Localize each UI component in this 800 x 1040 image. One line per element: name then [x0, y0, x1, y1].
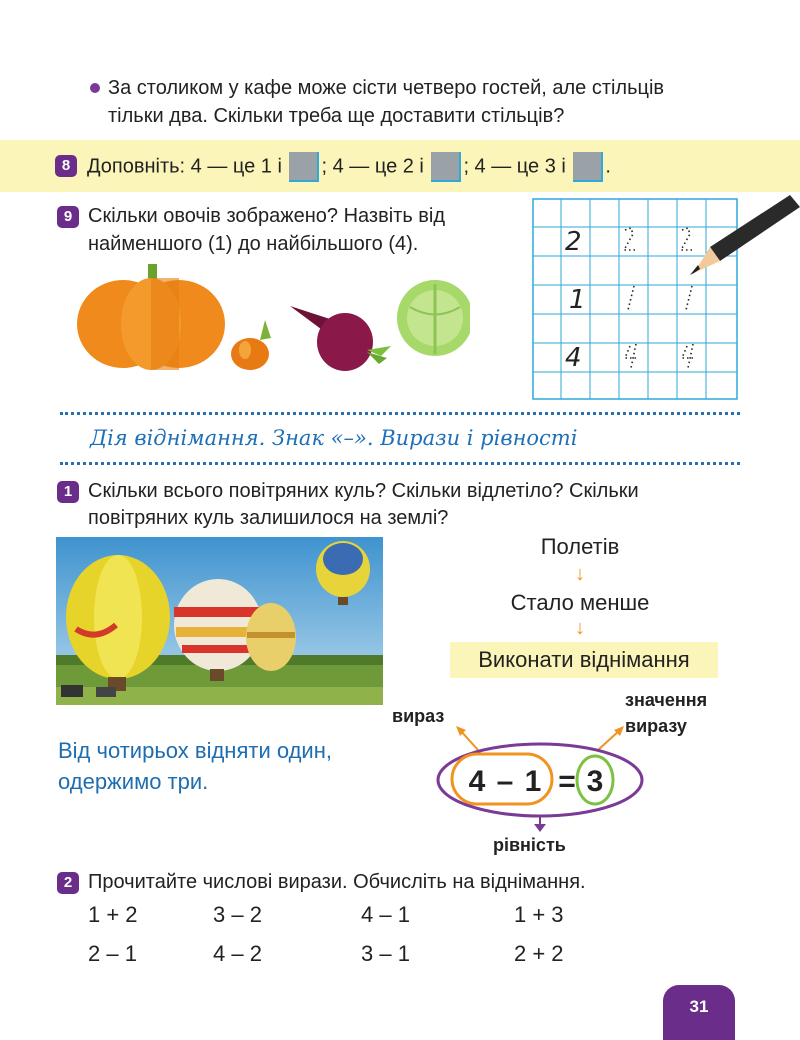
task8-intro: Доповніть: 4 — це 1 і: [87, 155, 282, 178]
flow-step-2: Стало менше: [510, 590, 650, 615]
expression-r2c1: 2 – 1: [88, 941, 137, 966]
task8-sentence: [87, 152, 611, 182]
expression-r1c1: 1 + 2: [88, 902, 138, 927]
page-number: 31: [663, 985, 735, 1040]
expression-r2c2: 4 – 2: [213, 941, 262, 966]
pencil-icon: [680, 195, 800, 280]
task8-end: .: [605, 155, 611, 178]
grid-digit-2: 2: [565, 227, 582, 257]
section-title: Дія віднімання. Знак «–». Вирази і рівності: [90, 426, 578, 450]
task2-number-badge: 2: [57, 872, 79, 894]
task7-line1: За столиком у кафе може сісти четверо гостей, але стільців: [108, 77, 665, 99]
task8-part2: ; 4 — це 2 і: [321, 155, 424, 178]
flow-step-1: Полетів: [540, 534, 620, 559]
equation-left-operand: 4: [468, 765, 486, 798]
bullet-dot: [90, 83, 100, 93]
equation-diagram: [430, 720, 660, 835]
task1-line1: Скільки всього повітряних куль? Скільки відлетіло? Скільки: [88, 480, 639, 502]
expression-r2c4: 2 + 2: [514, 941, 564, 966]
reading-line-1: Від чотирьох відняти один,: [58, 738, 332, 763]
task8-number-badge: 8: [55, 155, 77, 177]
task9-number-badge: 9: [57, 206, 79, 228]
answer-box-2[interactable]: [431, 152, 461, 182]
grid-digit-4: 4: [565, 343, 582, 373]
label-value-line1: значення: [625, 690, 708, 710]
task1-line2: повітряних куль залишилося на землі?: [88, 507, 449, 529]
label-value-line2: виразу: [625, 716, 687, 736]
pumpkin-icon: [77, 264, 225, 370]
vegetables-illustration: [75, 262, 470, 377]
down-arrow-icon: ↓: [575, 617, 585, 639]
answer-box-1[interactable]: [289, 152, 319, 182]
section-divider-top: [60, 412, 740, 415]
down-arrow-icon: ↓: [575, 563, 585, 585]
section-divider-bottom: [60, 462, 740, 465]
hot-air-balloons-photo: [56, 537, 383, 705]
task2-text: Прочитайте числові вирази. Обчисліть на віднімання.: [88, 871, 586, 893]
equation-minus-sign: –: [496, 765, 514, 798]
beet-icon: [290, 306, 391, 371]
answer-box-3[interactable]: [573, 152, 603, 182]
task9-line1: Скільки овочів зображено? Назвіть від: [88, 205, 446, 227]
expression-r2c3: 3 – 1: [361, 941, 410, 966]
expression-r1c3: 4 – 1: [361, 902, 410, 927]
task1-number-badge: 1: [57, 481, 79, 503]
grid-digit-1: 1: [569, 285, 586, 315]
equation-right-operand: 1: [524, 765, 542, 798]
label-equality: рівність: [493, 835, 566, 855]
reading-line-2: одержимо три.: [58, 769, 209, 794]
task9-line2: найменшого (1) до найбільшого (4).: [88, 233, 419, 255]
cabbage-icon: [397, 280, 470, 356]
expression-r1c2: 3 – 2: [213, 902, 262, 927]
equation-equals-sign: =: [558, 765, 576, 798]
equation-result: 3: [586, 765, 604, 798]
expression-r1c4: 1 + 3: [514, 902, 564, 927]
label-expression: вираз: [392, 706, 445, 726]
flow-step-3: Виконати віднімання: [450, 642, 718, 678]
onion-icon: [231, 320, 271, 370]
task8-part3: ; 4 — це 3 і: [463, 155, 566, 178]
task7-line2: тільки два. Скільки треба ще доставити стільців?: [108, 105, 565, 127]
